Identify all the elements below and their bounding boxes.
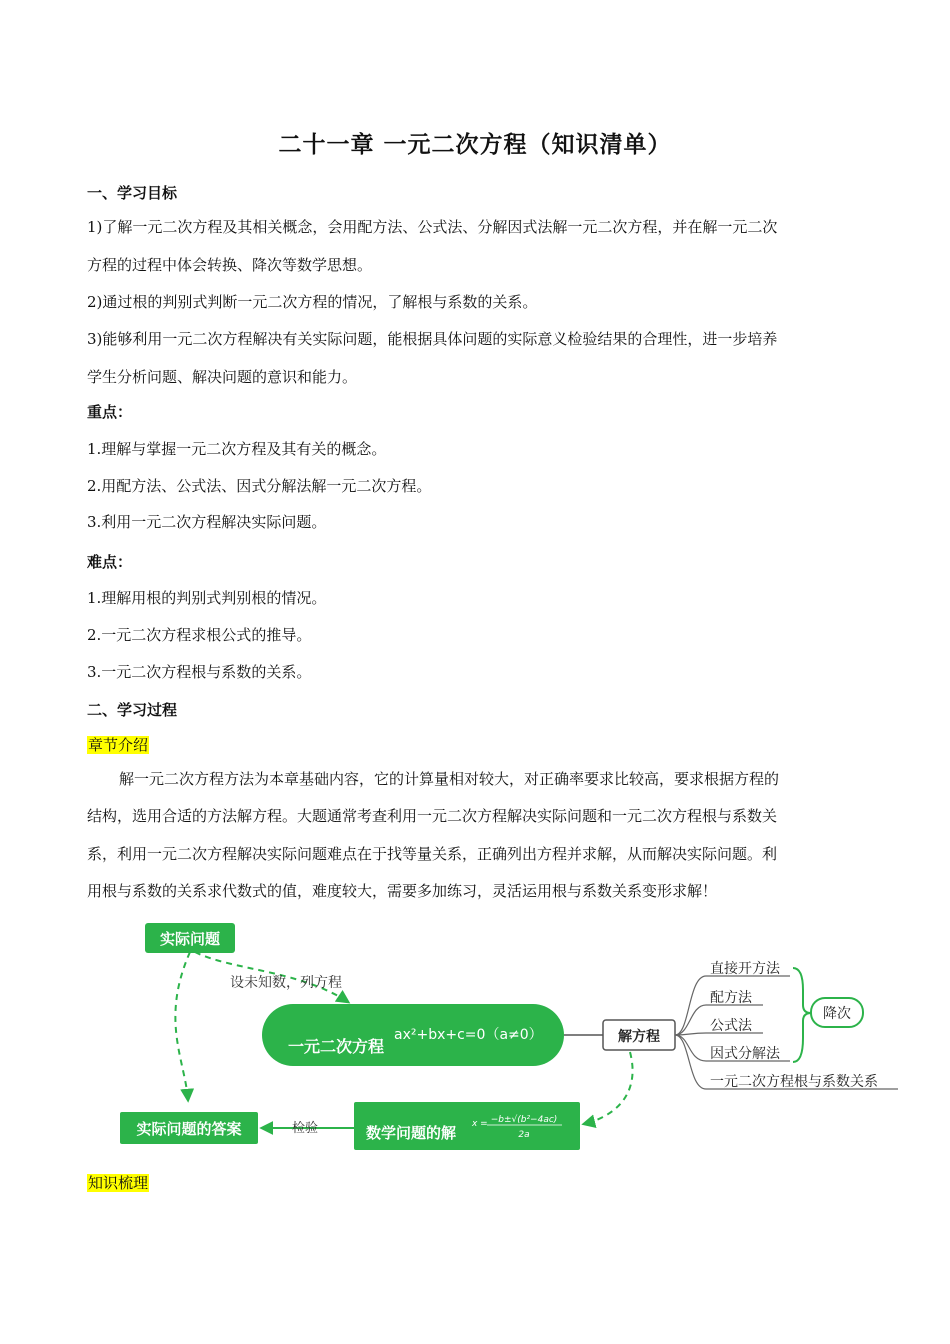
goal-line: 2)通过根的判别式判断一元二次方程的情况，了解根与系数的关系。 — [87, 293, 538, 311]
intro-line: 结构，选用合适的方法解方程。大题通常考查利用一元二次方程解决实际问题和一元二次方程根与系数关 — [87, 807, 778, 825]
key-point: 3.利用一元二次方程解决实际问题。 — [87, 513, 327, 531]
goal-line: 3)能够利用一元二次方程解决有关实际问题，能根据具体问题的实际意义检验结果的合理性，进一步培养 — [87, 330, 778, 348]
difficult-point: 1.理解用根的判别式判别根的情况。 — [87, 589, 327, 607]
key-point: 2.用配方法、公式法、因式分解法解一元二次方程。 — [87, 477, 432, 495]
difficult-point: 3.一元二次方程根与系数的关系。 — [87, 663, 312, 681]
mindmap-diagram — [0, 910, 950, 1160]
key-points-label: 重点： — [87, 403, 133, 421]
intro-line: 用根与系数的关系求代数式的值，难度较大，需要多加练习，灵活运用根与系数关系变形求解！ — [87, 882, 718, 900]
brace-reduce-degree — [793, 968, 811, 1062]
quadratic-equation-label: 一元二次方程 — [288, 1037, 385, 1056]
set-unknown-label: 设未知数，列方程 — [230, 975, 342, 991]
intro-line: 系，利用一元二次方程解决实际问题难点在于找等量关系，正确列出方程并求解，从而解决实际问题。利 — [87, 845, 778, 863]
formula-numerator: −b±√(b²−4ac) — [490, 1115, 558, 1125]
goal-line: 方程的过程中体会转换、降次等数学思想。 — [87, 256, 373, 274]
connector-solve-to-solution — [584, 1052, 633, 1124]
intro-line: 解一元二次方程方法为本章基础内容，它的计算量相对较大，对正确率要求比较高，要求根据方程的 — [119, 770, 780, 788]
goal-line: 学生分析问题、解决问题的意识和能力。 — [87, 368, 358, 386]
goal-line: 1)了解一元二次方程及其相关概念，会用配方法、公式法、分解因式法解一元二次方程，并在解一元二次 — [87, 218, 778, 236]
difficult-points-label: 难点： — [87, 553, 133, 571]
solve-equation-label: 解方程 — [618, 1029, 660, 1045]
formula-lhs: x = — [472, 1119, 488, 1129]
method-completing-square: 配方法 — [710, 990, 752, 1006]
section-heading-process: 二、学习过程 — [87, 701, 178, 719]
key-point: 1.理解与掌握一元二次方程及其有关的概念。 — [87, 440, 387, 458]
difficult-point: 2.一元二次方程求根公式的推导。 — [87, 626, 312, 644]
method-direct-root: 直接开方法 — [710, 961, 780, 977]
connector-real-to-answer — [175, 952, 190, 1100]
root-coefficient-relation: 一元二次方程根与系数关系 — [710, 1074, 878, 1090]
real-answer-label: 实际问题的答案 — [136, 1120, 242, 1138]
math-solution-label: 数学问题的解 — [366, 1124, 457, 1142]
reduce-degree-label: 降次 — [823, 1006, 851, 1022]
knowledge-summary-label: 知识梳理 — [88, 1174, 149, 1192]
formula-denominator: 2a — [518, 1130, 530, 1140]
method-factoring: 因式分解法 — [710, 1046, 780, 1062]
page-title: 二十一章 一元二次方程（知识清单） — [278, 131, 672, 158]
check-label: 检验 — [292, 1121, 319, 1136]
real-problem-label: 实际问题 — [159, 930, 221, 948]
section-heading-goals: 一、学习目标 — [87, 184, 178, 202]
method-formula: 公式法 — [710, 1018, 752, 1034]
general-form-label: ax²+bx+c=0（a≠0） — [394, 1027, 543, 1043]
chapter-intro-label: 章节介绍 — [88, 736, 149, 754]
